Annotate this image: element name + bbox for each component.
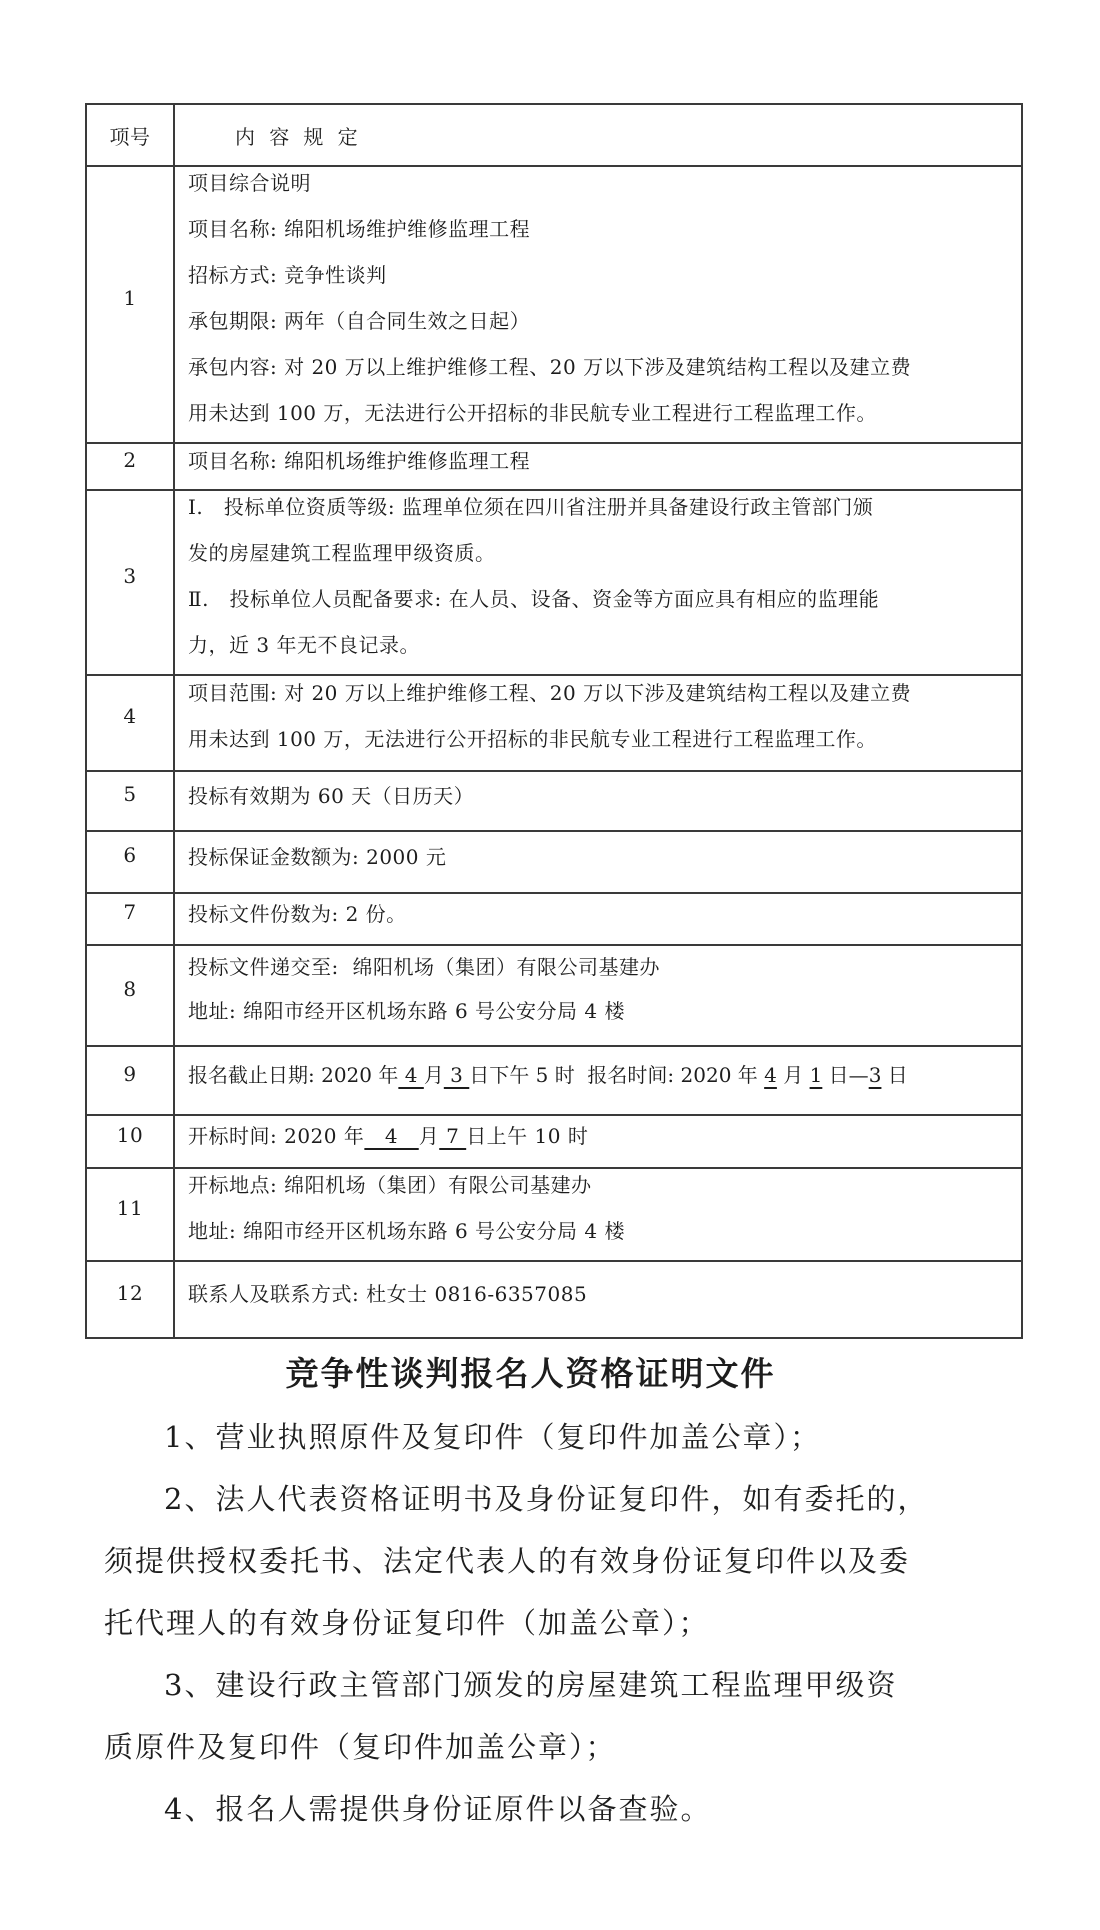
table-row — [87, 1114, 1021, 1167]
header-content-label: 内 容 规 定 — [235, 124, 359, 149]
table-row — [87, 165, 1021, 442]
paragraph-line: 1、营业执照原件及复印件（复印件加盖公章）； — [164, 1420, 821, 1454]
spec-cell — [175, 167, 1021, 442]
cell-line: 承包内容: 对 20 万以上维护维修工程、20 万以下涉及建筑结构工程以及建立费 — [188, 354, 912, 379]
cell-line: Ⅱ. 投标单位人员配备要求: 在人员、设备、资金等方面应具有相应的监理能 — [188, 586, 880, 611]
row-number: 2 — [87, 444, 175, 489]
table-row — [87, 442, 1021, 489]
section-title: 竞争性谈判报名人资格证明文件 — [285, 1354, 776, 1393]
paragraph-line: 2、法人代表资格证明书及身份证复印件，如有委托的， — [164, 1482, 929, 1516]
row-number: 7 — [87, 894, 175, 944]
row-number: 8 — [87, 946, 175, 1045]
cell-line: 用未达到 100 万，无法进行公开招标的非民航专业工程进行工程监理工作。 — [188, 727, 877, 751]
cell-line: 用未达到 100 万，无法进行公开招标的非民航专业工程进行工程监理工作。 — [188, 400, 877, 425]
paragraph-line: 4、报名人需提供身份证原件以备查验。 — [164, 1792, 712, 1826]
cell-line: 投标保证金数额为: 2000 元 — [188, 844, 447, 869]
table-row — [87, 1260, 1021, 1337]
row-number: 10 — [87, 1116, 175, 1167]
spec-cell — [175, 1169, 1021, 1260]
row-number: 5 — [87, 772, 175, 830]
cell-line-underlined-dates: 报名截止日期: 2020 年 4 月 3 日下午 5 时 报名时间: 2020 年 4 月 1 日—3 日 — [188, 1063, 908, 1087]
table-header-row — [87, 105, 1021, 165]
spec-cell — [175, 946, 1021, 1045]
cell-line: 联系人及联系方式: 杜女士 0816-6357085 — [188, 1282, 588, 1306]
paragraph-line: 质原件及复印件（复印件加盖公章）； — [104, 1730, 617, 1764]
row-number: 12 — [87, 1262, 175, 1337]
spec-cell — [175, 894, 1021, 944]
spec-table — [85, 103, 1023, 1339]
row-number: 11 — [87, 1169, 175, 1260]
spec-cell — [175, 832, 1021, 892]
spec-cell — [175, 1262, 1021, 1337]
header-content-spec — [175, 105, 1021, 165]
cell-line-underlined-dates: 开标时间: 2020 年 4 月 7 日上午 10 时 — [188, 1124, 589, 1148]
row-number: 1 — [87, 167, 175, 442]
cell-line: 地址: 绵阳市经开区机场东路 6 号公安分局 4 楼 — [188, 998, 625, 1023]
cell-line: 投标文件递交至: 绵阳机场（集团）有限公司基建办 — [188, 954, 660, 979]
header-item-no: 项号 — [87, 105, 175, 165]
paragraph — [104, 1654, 957, 1778]
cell-line: 项目范围: 对 20 万以上维护维修工程、20 万以下涉及建筑结构工程以及建立费 — [188, 681, 912, 705]
cell-line: 招标方式: 竞争性谈判 — [188, 262, 387, 287]
row-number: 9 — [87, 1047, 175, 1114]
table-row — [87, 770, 1021, 830]
spec-cell — [175, 491, 1021, 674]
cell-line: 地址: 绵阳市经开区机场东路 6 号公安分局 4 楼 — [188, 1218, 625, 1243]
table-row — [87, 674, 1021, 770]
cell-line: 项目名称: 绵阳机场维护维修监理工程 — [188, 216, 531, 241]
cell-line: 投标文件份数为: 2 份。 — [188, 901, 407, 926]
row-number: 3 — [87, 491, 175, 674]
paragraph — [104, 1778, 957, 1840]
spec-cell — [175, 676, 1021, 770]
qualification-section — [104, 1342, 957, 1840]
row-number: 4 — [87, 676, 175, 770]
table-row — [87, 1167, 1021, 1260]
row-number: 6 — [87, 832, 175, 892]
spec-cell — [175, 772, 1021, 830]
paragraph — [104, 1406, 957, 1468]
paragraph — [104, 1468, 957, 1654]
cell-line: 投标有效期为 60 天（日历天） — [188, 783, 475, 808]
cell-line: 开标地点: 绵阳机场（集团）有限公司基建办 — [188, 1172, 592, 1197]
spec-cell — [175, 444, 1021, 489]
table-row — [87, 1045, 1021, 1114]
paragraph-line: 托代理人的有效身份证复印件（加盖公章）； — [104, 1606, 710, 1640]
spec-cell — [175, 1047, 1021, 1114]
cell-line: 发的房屋建筑工程监理甲级资质。 — [188, 540, 496, 565]
cell-line: 力，近 3 年无不良记录。 — [188, 632, 420, 657]
table-row — [87, 489, 1021, 674]
paragraph-line: 须提供授权委托书、法定代表人的有效身份证复印件以及委 — [104, 1544, 911, 1578]
spec-cell — [175, 1116, 1021, 1167]
table-row — [87, 944, 1021, 1045]
cell-line: 项目名称: 绵阳机场维护维修监理工程 — [188, 449, 531, 473]
table-row — [87, 892, 1021, 944]
cell-line: 项目综合说明 — [188, 170, 311, 195]
cell-line: Ⅰ. 投标单位资质等级: 监理单位须在四川省注册并具备建设行政主管部门颁 — [188, 494, 874, 519]
cell-line: 承包期限: 两年（自合同生效之日起） — [188, 308, 531, 333]
paragraph-line: 3、建设行政主管部门颁发的房屋建筑工程监理甲级资 — [164, 1668, 898, 1702]
table-row — [87, 830, 1021, 892]
